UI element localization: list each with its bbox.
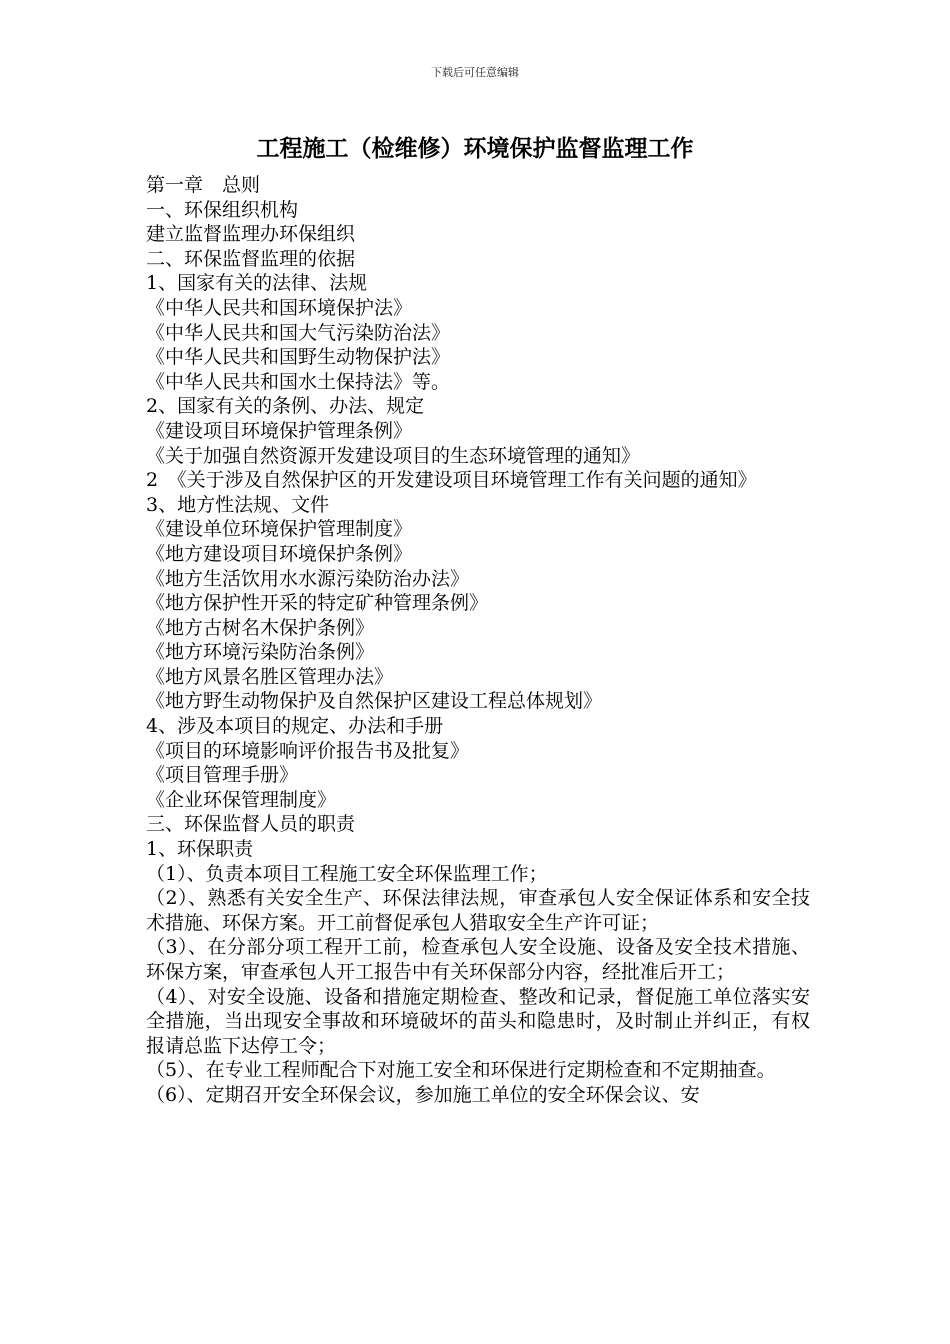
- local-regulation-item: 《建设单位环境保护管理制度》: [146, 518, 413, 541]
- regulation-item-wrapped: 2 《关于涉及自然保护区的开发建设项目环境管理工作有关问题的通知》: [146, 469, 757, 492]
- project-document-item: 《项目的环境影响评价报告书及批复》: [146, 739, 470, 762]
- duty-item: （6）、定期召开安全环保会议，参加施工单位的安全环保会议、安: [146, 1083, 700, 1106]
- duty-item: （5）、在专业工程师配合下对施工安全和环保进行定期检查和不定期抽查。: [146, 1059, 776, 1082]
- subsection-heading: 2、国家有关的条例、办法、规定: [146, 395, 425, 418]
- local-regulation-item: 《地方环境污染防治条例》: [146, 641, 375, 664]
- chapter-heading: 第一章 总则: [146, 174, 261, 196]
- law-item: 《中华人民共和国大气污染防治法》: [146, 321, 451, 344]
- regulation-item: 《建设项目环境保护管理条例》: [146, 419, 413, 442]
- section-heading: 二、环保监督监理的依据: [146, 247, 356, 270]
- local-regulation-item: 《地方野生动物保护及自然保护区建设工程总体规划》: [146, 690, 603, 713]
- project-document-item: 《项目管理手册》: [146, 764, 299, 787]
- duty-item: （3）、在分部分项工程开工前，检查承包人安全设施、设备及安全技术措施、环保方案，审查承包人开工报告中有关环保部分内容，经批准后开工；: [146, 936, 810, 983]
- local-regulation-item: 《地方建设项目环境保护条例》: [146, 542, 413, 565]
- section-heading: 一、环保组织机构: [146, 198, 299, 221]
- duty-item: （2）、熟悉有关安全生产、环保法律法规，审查承包人安全保证体系和安全技术措施、环保方案。开工前督促承包人猎取安全生产许可证；: [146, 887, 810, 934]
- subsection-heading: 1、国家有关的法律、法规: [146, 272, 368, 295]
- law-item: 《中华人民共和国水土保持法》等。: [146, 370, 451, 393]
- law-item: 《中华人民共和国环境保护法》: [146, 296, 413, 319]
- document-body: [146, 173, 810, 1108]
- document-title: 工程施工（检维修）环境保护监督监理工作: [256, 136, 694, 162]
- local-regulation-item: 《地方古树名木保护条例》: [146, 616, 375, 639]
- text-line: 建立监督监理办环保组织: [146, 223, 356, 246]
- subsection-heading: 4、涉及本项目的规定、办法和手册: [146, 715, 444, 738]
- section-heading: 三、环保监督人员的职责: [146, 813, 356, 836]
- regulation-item: 《关于加强自然资源开发建设项目的生态环境管理的通知》: [146, 444, 641, 467]
- local-regulation-item: 《地方风景名胜区管理办法》: [146, 665, 394, 688]
- subsection-heading: 3、地方性法规、文件: [146, 493, 330, 516]
- project-document-item: 《企业环保管理制度》: [146, 788, 337, 811]
- duty-item: （1）、负责本项目工程施工安全环保监理工作；: [146, 862, 548, 885]
- law-item: 《中华人民共和国野生动物保护法》: [146, 346, 451, 369]
- local-regulation-item: 《地方生活饮用水水源污染防治办法》: [146, 567, 470, 590]
- duty-item: （4）、对安全设施、设备和措施定期检查、整改和记录，督促施工单位落实安全措施，当出现安全事故和环境破坏的苗头和隐患时，及时制止并纠正，有权报请总监下达停工令；: [146, 985, 810, 1057]
- subsection-heading: 1、环保职责: [146, 838, 254, 861]
- local-regulation-item: 《地方保护性开采的特定矿种管理条例》: [146, 592, 489, 615]
- header-note: 下载后可任意编辑: [431, 66, 519, 79]
